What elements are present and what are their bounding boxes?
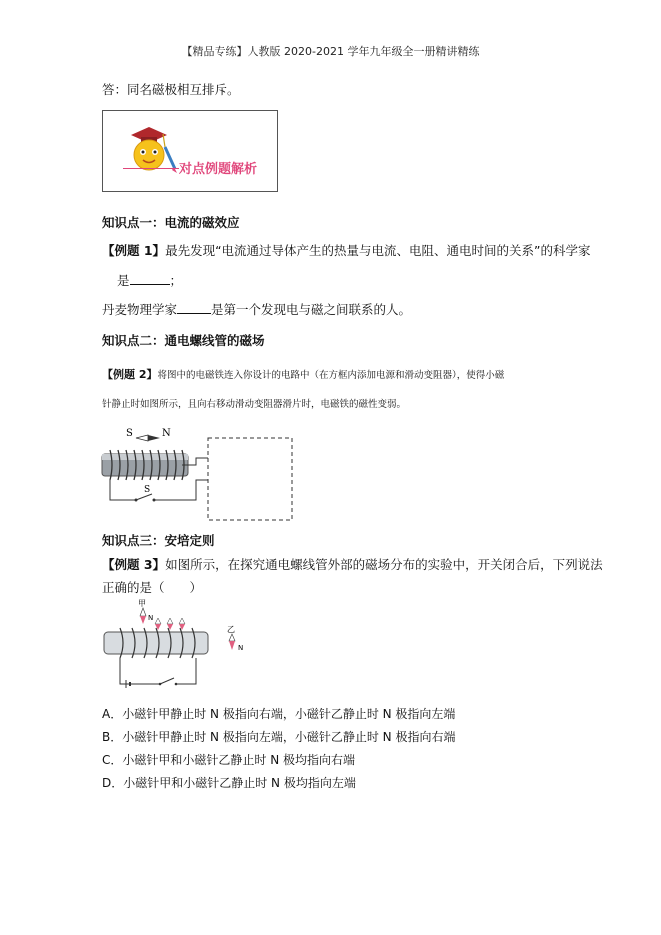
option-d[interactable]: D．小磁针甲和小磁针乙静止时 N 极均指向左端 [102, 776, 356, 790]
example3-text: 如图所示，在探究通电螺线管外部的磁场分布的实验中，开关闭合后，下列说法 [165, 557, 603, 572]
example3-label: 【例题 3】 [102, 557, 166, 572]
example1-line3-prefix: 丹麦物理学家 [102, 302, 178, 317]
section3-heading: 知识点三：安培定则 [102, 533, 215, 548]
example1-line2 [117, 271, 182, 289]
answer-blank-1[interactable] [130, 272, 170, 285]
compass-jia-n-label: N [148, 614, 154, 622]
example1-question [102, 241, 591, 259]
compass-yi-label: 乙 [227, 625, 235, 634]
compass-jia-bottom [140, 616, 146, 624]
compass-n-label: N [162, 428, 171, 439]
dashed-box [208, 438, 292, 520]
mascot-icon [119, 119, 183, 179]
compass-yi-top [229, 634, 235, 641]
section2-heading: 知识点二：通电螺线管的磁场 [102, 333, 265, 348]
switch-label: S [144, 485, 151, 495]
compass-needle-n [148, 435, 160, 441]
solenoid-tube [104, 632, 208, 654]
example1-line3-suffix: 是第一个发现电与磁之间联系的人。 [211, 302, 412, 317]
banner-underline [123, 168, 179, 169]
page-header: 【精品专练】人教版 2020-2021 学年九年级全一册精讲精练 [181, 45, 480, 58]
answer-line: 答：同名磁极相互排斥。 [102, 82, 240, 97]
example2-text-line2: 针静止时如图所示，且向右移动滑动变阻器滑片时，电磁铁的磁性变弱。 [102, 399, 407, 410]
compass-jia-top [140, 608, 146, 616]
example2-label: 【例题 2】 [102, 368, 158, 381]
switch-blade-3 [160, 678, 174, 684]
compass-s-label: S [126, 428, 133, 439]
example2-text: 将图中的电磁铁连入你设计的电路中（在方框内添加电源和滑动变阻器），使得小磁 [157, 370, 505, 381]
compass-jia-label: 甲 [138, 599, 146, 608]
banner-title: 对点例题解析 [179, 162, 258, 177]
example1-label: 【例题 1】 [102, 243, 166, 258]
example-banner [102, 110, 278, 192]
option-c[interactable]: C．小磁针甲和小磁针乙静止时 N 极均指向右端 [102, 753, 355, 767]
example2-question [102, 366, 504, 382]
section1-heading: 知识点一：电流的磁效应 [102, 215, 240, 230]
example1-line2-suffix: ； [169, 273, 183, 288]
example1-line3 [102, 300, 411, 318]
option-b[interactable]: B．小磁针甲静止时 N 极指向左端，小磁针乙静止时 N 极指向右端 [102, 730, 456, 744]
compass-needle-s [136, 435, 148, 441]
example1-line2-prefix: 是 [117, 273, 130, 288]
electromagnet-circuit-figure [96, 420, 296, 524]
example3-text-line2: 正确的是（ ） [102, 580, 203, 595]
answer-blank-2[interactable] [177, 301, 211, 314]
example1-text: 最先发现“电流通过导体产生的热量与电流、电阻、通电时间的关系”的科学家 [165, 243, 591, 258]
example3-question [102, 555, 603, 573]
compass-yi-n-label: N [238, 644, 244, 652]
solenoid-compass-figure [100, 596, 260, 692]
option-a[interactable]: A．小磁针甲静止时 N 极指向右端，小磁针乙静止时 N 极指向左端 [102, 707, 456, 721]
compass-yi-bottom [229, 641, 235, 650]
